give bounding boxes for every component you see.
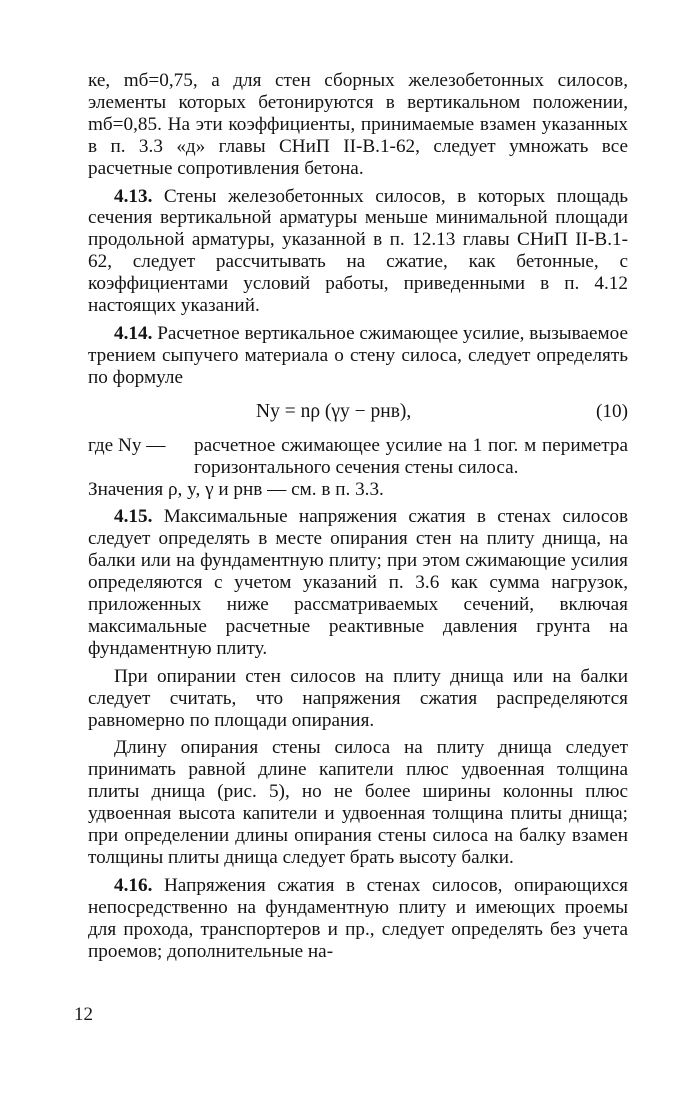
paragraph-text: Максимальные напряжения сжатия в стенах силосов следует определять в месте опирания стен на плиту днища, на балки или на фундаментную плиту; при этом сжимающие усилия определяются с учетом указаний п. 3.6 как сумма нагрузок, приложенных ниже рассматриваемых сечений, включая максимальные расчетные реактивные давления грунта на фундаментную плиту. [88, 506, 629, 659]
page-number: 12 [74, 1004, 93, 1025]
where-clause [88, 435, 628, 479]
paragraph-bearing: При опирании стен силосов на плиту днища или на балки следует считать, что напряжения сжатия распределяются равномерно по площади опирания. [88, 665, 628, 731]
section-number: 4.14. [114, 322, 153, 344]
paragraph-continuation: ке, mб=0,75, а для стен сборных железобетонных силосов, элементы которых бетонируются в вертикальном положении, mб=0,85. На эти коэффициенты, принимаемые взамен указанных в п. 3.3 «д» главы СНиП II-В.1-62, следует умножать все расчетные сопротивления бетона. [88, 70, 628, 179]
paragraph-text: Напряжения сжатия в стенах силосов, опирающихся непосредственно на фундаментную плиту и имеющих проемы для прохода, транспортеров и пр., следует определять без учета проемов; дополнительные на- [88, 874, 629, 962]
section-number: 4.13. [114, 185, 153, 207]
where-lead: где Nу — [88, 434, 166, 456]
paragraph-4-16 [88, 875, 628, 963]
paragraph-text: Стены железобетонных силосов, в которых площадь сечения вертикальной арматуры меньше минимальной площади продольной арматуры, указанной в п. 12.13 главы СНиП II-В.1-62, следует рассчитывать на сжатие, как бетонные, с коэффициентами условий работы, приведенными в п. 4.12 настоящих указаний. [88, 185, 629, 317]
paragraph-4-15 [88, 506, 628, 659]
page-body [88, 70, 628, 963]
paragraph-4-14 [88, 323, 628, 389]
formula: Nу = nρ (γy − pнв), [256, 400, 412, 422]
paragraph-4-13 [88, 186, 628, 317]
where-text: расчетное сжимающее усилие на 1 пог. м периметра горизонтального сечения стены силоса. [194, 434, 628, 478]
formula-row [88, 393, 628, 429]
formula-number: (10) [596, 400, 628, 422]
values-line: Значения ρ, y, γ и pнв — см. в п. 3.3. [88, 478, 384, 500]
paragraph-text: Расчетное вертикальное сжимающее усилие, вызываемое трением сыпучего материала о стену силоса, следует определять по формуле [88, 322, 629, 388]
paragraph-bearing-length: Длину опирания стены силоса на плиту днища следует принимать равной длине капители плюс удвоенная толщина плиты днища (рис. 5), но не более ширины колонны плюс удвоенная высота капители и удвоенная толщина плиты днища; при определении длины опирания стены силоса на балку взамен толщины плиты днища следует брать высоту балки. [88, 737, 628, 868]
section-number: 4.16. [114, 874, 153, 896]
section-number: 4.15. [114, 506, 153, 528]
